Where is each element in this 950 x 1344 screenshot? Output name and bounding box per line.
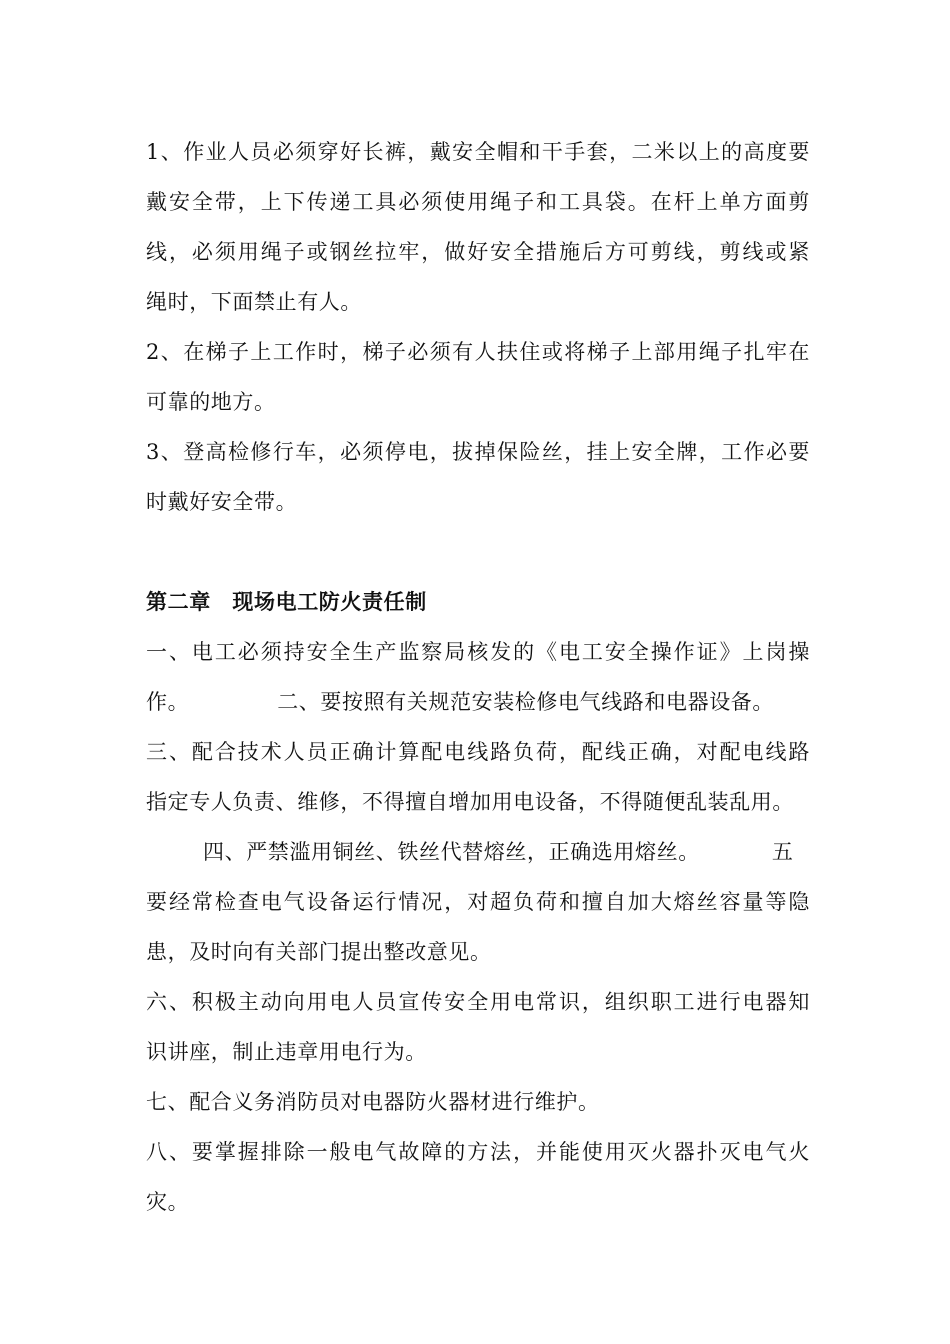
document-page <box>146 127 810 1227</box>
text-line: 八、要掌握排除一般电气故障的方法，并能使用灭火器扑灭电气火 <box>146 1140 810 1164</box>
text-line: 患，及时向有关部门提出整改意见。 <box>146 940 492 964</box>
text-line: 识讲座，制止违章用电行为。 <box>146 1040 427 1064</box>
text-line: 绳时，下面禁止有人。 <box>146 290 362 314</box>
text-line: 戴安全带，上下传递工具必须使用绳子和工具袋。在杆上单方面剪 <box>146 190 810 214</box>
text-line: 2、在梯子上工作时，梯子必须有人扶住或将梯子上部用绳子扎牢在 <box>146 340 810 364</box>
text-line: 线，必须用绳子或钢丝拉牢，做好安全措施后方可剪线，剪线或紧 <box>146 240 810 264</box>
text-line: 1、作业人员必须穿好长裤，戴安全帽和干手套，二米以上的高度要 <box>146 140 810 164</box>
text-line: 要经常检查电气设备运行情况，对超负荷和擅自加大熔丝容量等隐 <box>146 890 810 914</box>
text-line: 六、积极主动向用电人员宣传安全用电常识，组织职工进行电器知 <box>146 990 810 1014</box>
text-fragment: 作。 <box>146 690 190 714</box>
text-line <box>146 827 810 877</box>
text-line <box>146 677 810 727</box>
text-line: 灾。 <box>146 1190 190 1214</box>
text-fragment: 五 <box>771 840 794 864</box>
text-line: 一、电工必须持安全生产监察局核发的《电工安全操作证》上岗操 <box>146 640 810 664</box>
text-line: 三、配合技术人员正确计算配电线路负荷，配线正确，对配电线路 <box>146 740 810 764</box>
text-line: 时戴好安全带。 <box>146 490 298 514</box>
text-line: 3、登高检修行车，必须停电，拔掉保险丝，挂上安全牌，工作必要 <box>146 440 810 464</box>
text-line: 可靠的地方。 <box>146 390 276 414</box>
text-line: 七、配合义务消防员对电器防火器材进行维护。 <box>146 1090 600 1114</box>
text-fragment: 四、严禁滥用铜丝、铁丝代替熔丝，正确选用熔丝。 <box>203 840 700 864</box>
text-line: 指定专人负责、维修，不得擅自增加用电设备，不得随便乱装乱用。 <box>146 790 794 814</box>
chapter-title: 第二章 现场电工防火责任制 <box>146 589 427 614</box>
paragraph-gap <box>146 527 810 577</box>
text-fragment: 二、要按照有关规范安装检修电气线路和电器设备。 <box>277 690 775 714</box>
